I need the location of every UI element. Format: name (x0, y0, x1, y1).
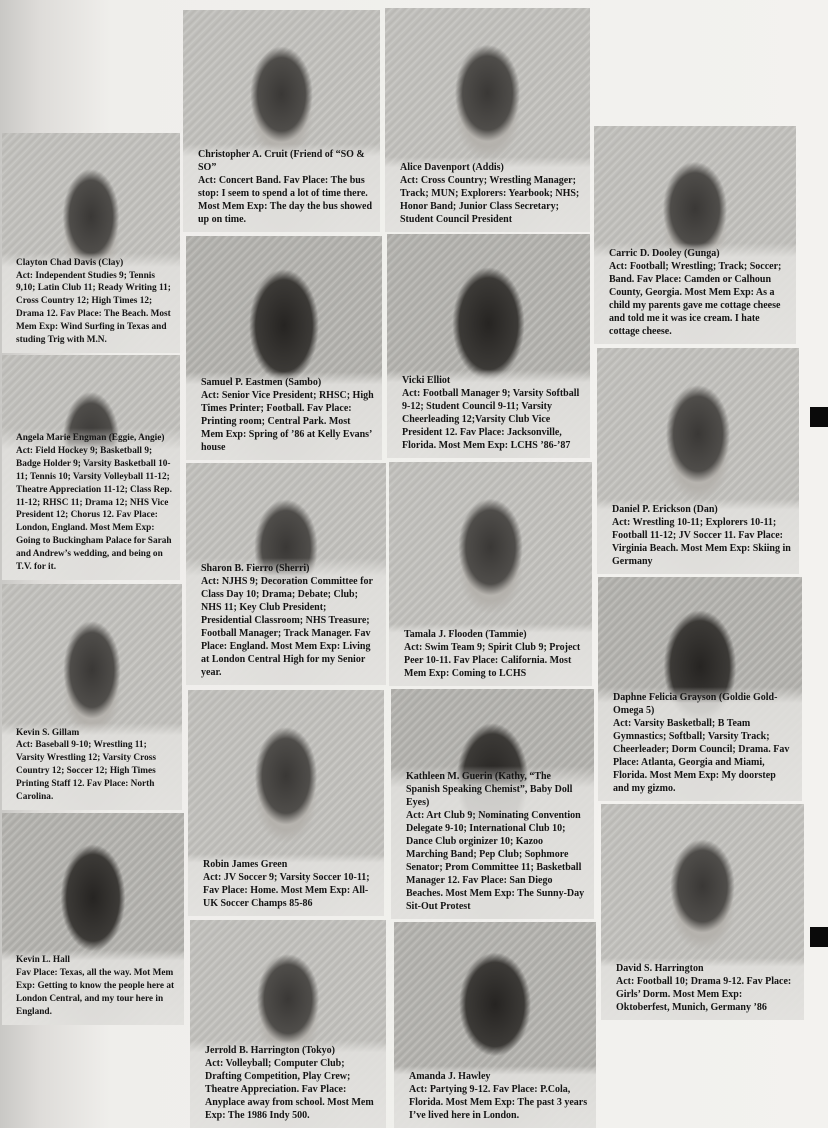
senior-caption (391, 766, 594, 919)
senior-entry-grayson (598, 577, 802, 801)
senior-name: Kevin S. Gillam (16, 727, 80, 738)
senior-entry-david-harrington (601, 804, 804, 1020)
senior-activities: Act: Field Hockey 9; Basketball 9; Badge Holder 9; Varsity Basketball 10-11; Tennis 10; Varsity Volleyball 11-12; Theatre Appreciation 11-12; Class Rep. 11-12; RHSC 11; Drama 12; NHS Vice President 12; Chorus 12. Fav Place: London, England. Most Mem Exp: Going to Buckingham Palace for Sarah and Andrew’s wedding, and being on T.V. for it. (16, 445, 172, 573)
senior-entry-eastmen (186, 236, 382, 460)
senior-caption (389, 624, 592, 686)
senior-activities: Act: Concert Band. Fav Place: The bus stop: I seem to spend a lot of time there. Most Mem Exp: The day the bus showed up on time. (198, 175, 372, 225)
senior-name: Angela Marie Engman (Eggie, Angie) (16, 433, 165, 444)
senior-activities: Act: Senior Vice President; RHSC; High Times Printer; Football. Fav Place: Printing room; Central Park. Most Mem Exp: Spring of ’86 at Kelly Evans’ house (201, 390, 374, 453)
senior-caption (597, 499, 799, 574)
senior-entry-flooden (389, 462, 592, 686)
senior-name: Sharon B. Fierro (Sherri) (201, 563, 310, 574)
senior-activities: Act: Partying 9-12. Fav Place: P.Cola, Florida. Most Mem Exp: The past 3 years I’ve lived here in London. (409, 1084, 588, 1121)
senior-caption (2, 723, 182, 810)
senior-activities: Act: JV Soccer 9; Varsity Soccer 10-11; Fav Place: Home. Most Mem Exp: All-UK Soccer Champs 85-86 (203, 872, 370, 909)
senior-activities: Act: Varsity Basketball; B Team Gymnastics; Softball; Varsity Track; Cheerleader; Dorm Council; Drama. Fav Place: Atlanta, Georgia and Miami, Florida. Most Mem Exp: My doorstep and my gizmo. (613, 718, 790, 794)
senior-activities: Act: Football 10; Drama 9-12. Fav Place: Girls’ Dorm. Most Mem Exp: Oktoberfest, Munich, Germany ’86 (616, 976, 792, 1013)
senior-caption (2, 253, 180, 353)
senior-name: Tamala J. Flooden (Tammie) (404, 629, 527, 640)
senior-caption (385, 157, 590, 232)
senior-entry-engman (2, 355, 180, 580)
senior-activities: Act: Art Club 9; Nominating Convention Delegate 9-10; International Club 10; Dance Club orginizer 10; Kazoo Marching Band; Pep Club; Sophmore Senator; Prom Committee 11; Basketball Manager 12. Fav Place: San Diego Beaches. Most Mem Exp: The Sunny-Day Sit-Out Protest (406, 810, 585, 912)
senior-activities: Act: Cross Country; Wrestling Manager; Track; MUN; Explorers: Yearbook; NHS; Honor Band; Junior Class Secretary; Student Council President (400, 175, 580, 225)
senior-entry-gillam (2, 584, 182, 810)
senior-name: Alice Davenport (Addis) (400, 162, 504, 173)
senior-activities: Act: Football; Wrestling; Track; Soccer; Band. Fav Place: Camden or Calhoun County, Georgia. Most Mem Exp: As a child my parents gave me cottage cheese and told me it was ice cream. I hate cottage cheese. (609, 261, 782, 337)
senior-entry-hall (2, 813, 184, 1025)
senior-caption (190, 1040, 386, 1128)
senior-activities: Act: Swim Team 9; Spirit Club 9; Project Peer 10-11. Fav Place: California. Most Mem Exp: Coming to LCHS (404, 642, 581, 679)
senior-activities: Act: Football Manager 9; Varsity Softball 9-12; Student Council 9-11; Varsity Cheerleading 12;Varsity Club Vice President 12. Fav Place: Jacksonville, Florida. Most Mem Exp: LCHS ’86-’87 (402, 388, 580, 451)
senior-name: Vicki Elliot (402, 375, 451, 386)
senior-entry-erickson (597, 348, 799, 574)
senior-name: Jerrold B. Harrington (Tokyo) (205, 1045, 336, 1056)
senior-caption (594, 243, 796, 344)
senior-entry-jerrold-harrington (190, 920, 386, 1128)
senior-caption (2, 950, 184, 1025)
senior-name: Daphne Felicia Grayson (Goldie Gold- Omega 5) (613, 692, 778, 716)
senior-entry-davenport (385, 8, 590, 232)
senior-name: Kathleen M. Guerin (Kathy, “The Spanish Speaking Chemist”, Baby Doll Eyes) (406, 771, 573, 808)
senior-caption (387, 370, 590, 458)
senior-entry-green (188, 690, 384, 916)
senior-caption (186, 372, 382, 460)
edge-registration-mark (810, 407, 828, 427)
senior-activities: Act: Wrestling 10-11; Explorers 10-11; Football 11-12; JV Soccer 11. Fav Place: Virginia Beach. Most Mem Exp: Skiing in Germany (612, 517, 791, 567)
senior-entry-fierro (186, 463, 386, 685)
senior-caption (188, 854, 384, 916)
senior-entry-hawley (394, 922, 596, 1128)
senior-caption (601, 958, 804, 1020)
edge-registration-mark (810, 927, 828, 947)
senior-entry-guerin (391, 689, 594, 919)
senior-activities: Act: Baseball 9-10; Wrestling 11; Varsity Wrestling 12; Varsity Cross Country 12; Soccer 12; High Times Printing Staff 12. Fav Place: North Carolina. (16, 740, 156, 803)
senior-name: Christopher A. Cruit (Friend of “SO & SO” (198, 149, 365, 173)
senior-caption (186, 558, 386, 685)
senior-name: Kevin L. Hall (16, 955, 70, 966)
senior-caption (2, 428, 180, 580)
senior-name: Samuel P. Eastmen (Sambo) (201, 377, 322, 388)
senior-entry-cruit (183, 10, 380, 232)
senior-caption (598, 687, 802, 801)
senior-name: David S. Harrington (616, 963, 704, 974)
senior-name: Clayton Chad Davis (Clay) (16, 257, 124, 268)
senior-caption (394, 1066, 596, 1128)
senior-name: Carric D. Dooley (Gunga) (609, 248, 720, 259)
senior-activities: Act: Independent Studies 9; Tennis 9,10; Latin Club 11; Ready Writing 11; Cross Country 12; High Times 12; Drama 12. Fav Place: The Beach. Most Mem Exp: Wind Surfing in Texas and studing Trig with M.N. (16, 270, 171, 346)
senior-name: Daniel P. Erickson (Dan) (612, 504, 718, 515)
senior-name: Amanda J. Hawley (409, 1071, 491, 1082)
senior-caption (183, 144, 380, 232)
senior-activities: Act: Volleyball; Computer Club; Drafting Competition, Play Crew; Theatre Appreciation. Fav Place: Anyplace away from school. Most Mem Exp: The 1986 Indy 500. (205, 1058, 374, 1121)
senior-name: Robin James Green (203, 859, 288, 870)
senior-activities: Fav Place: Texas, all the way. Mot Mem Exp: Getting to know the people here at London Central, and my tour here in England. (16, 968, 175, 1018)
senior-entry-davis (2, 133, 180, 353)
senior-entry-elliot (387, 234, 590, 458)
senior-activities: Act: NJHS 9; Decoration Committee for Class Day 10; Drama; Debate; Club; NHS 11; Key Club President; Presidential Classroom; NHS Treasure; Football Manager; Track Manager. Fav Place: England. Most Mem Exp: Living at London Central High for my Senior year. (201, 576, 373, 678)
senior-entry-dooley (594, 126, 796, 344)
